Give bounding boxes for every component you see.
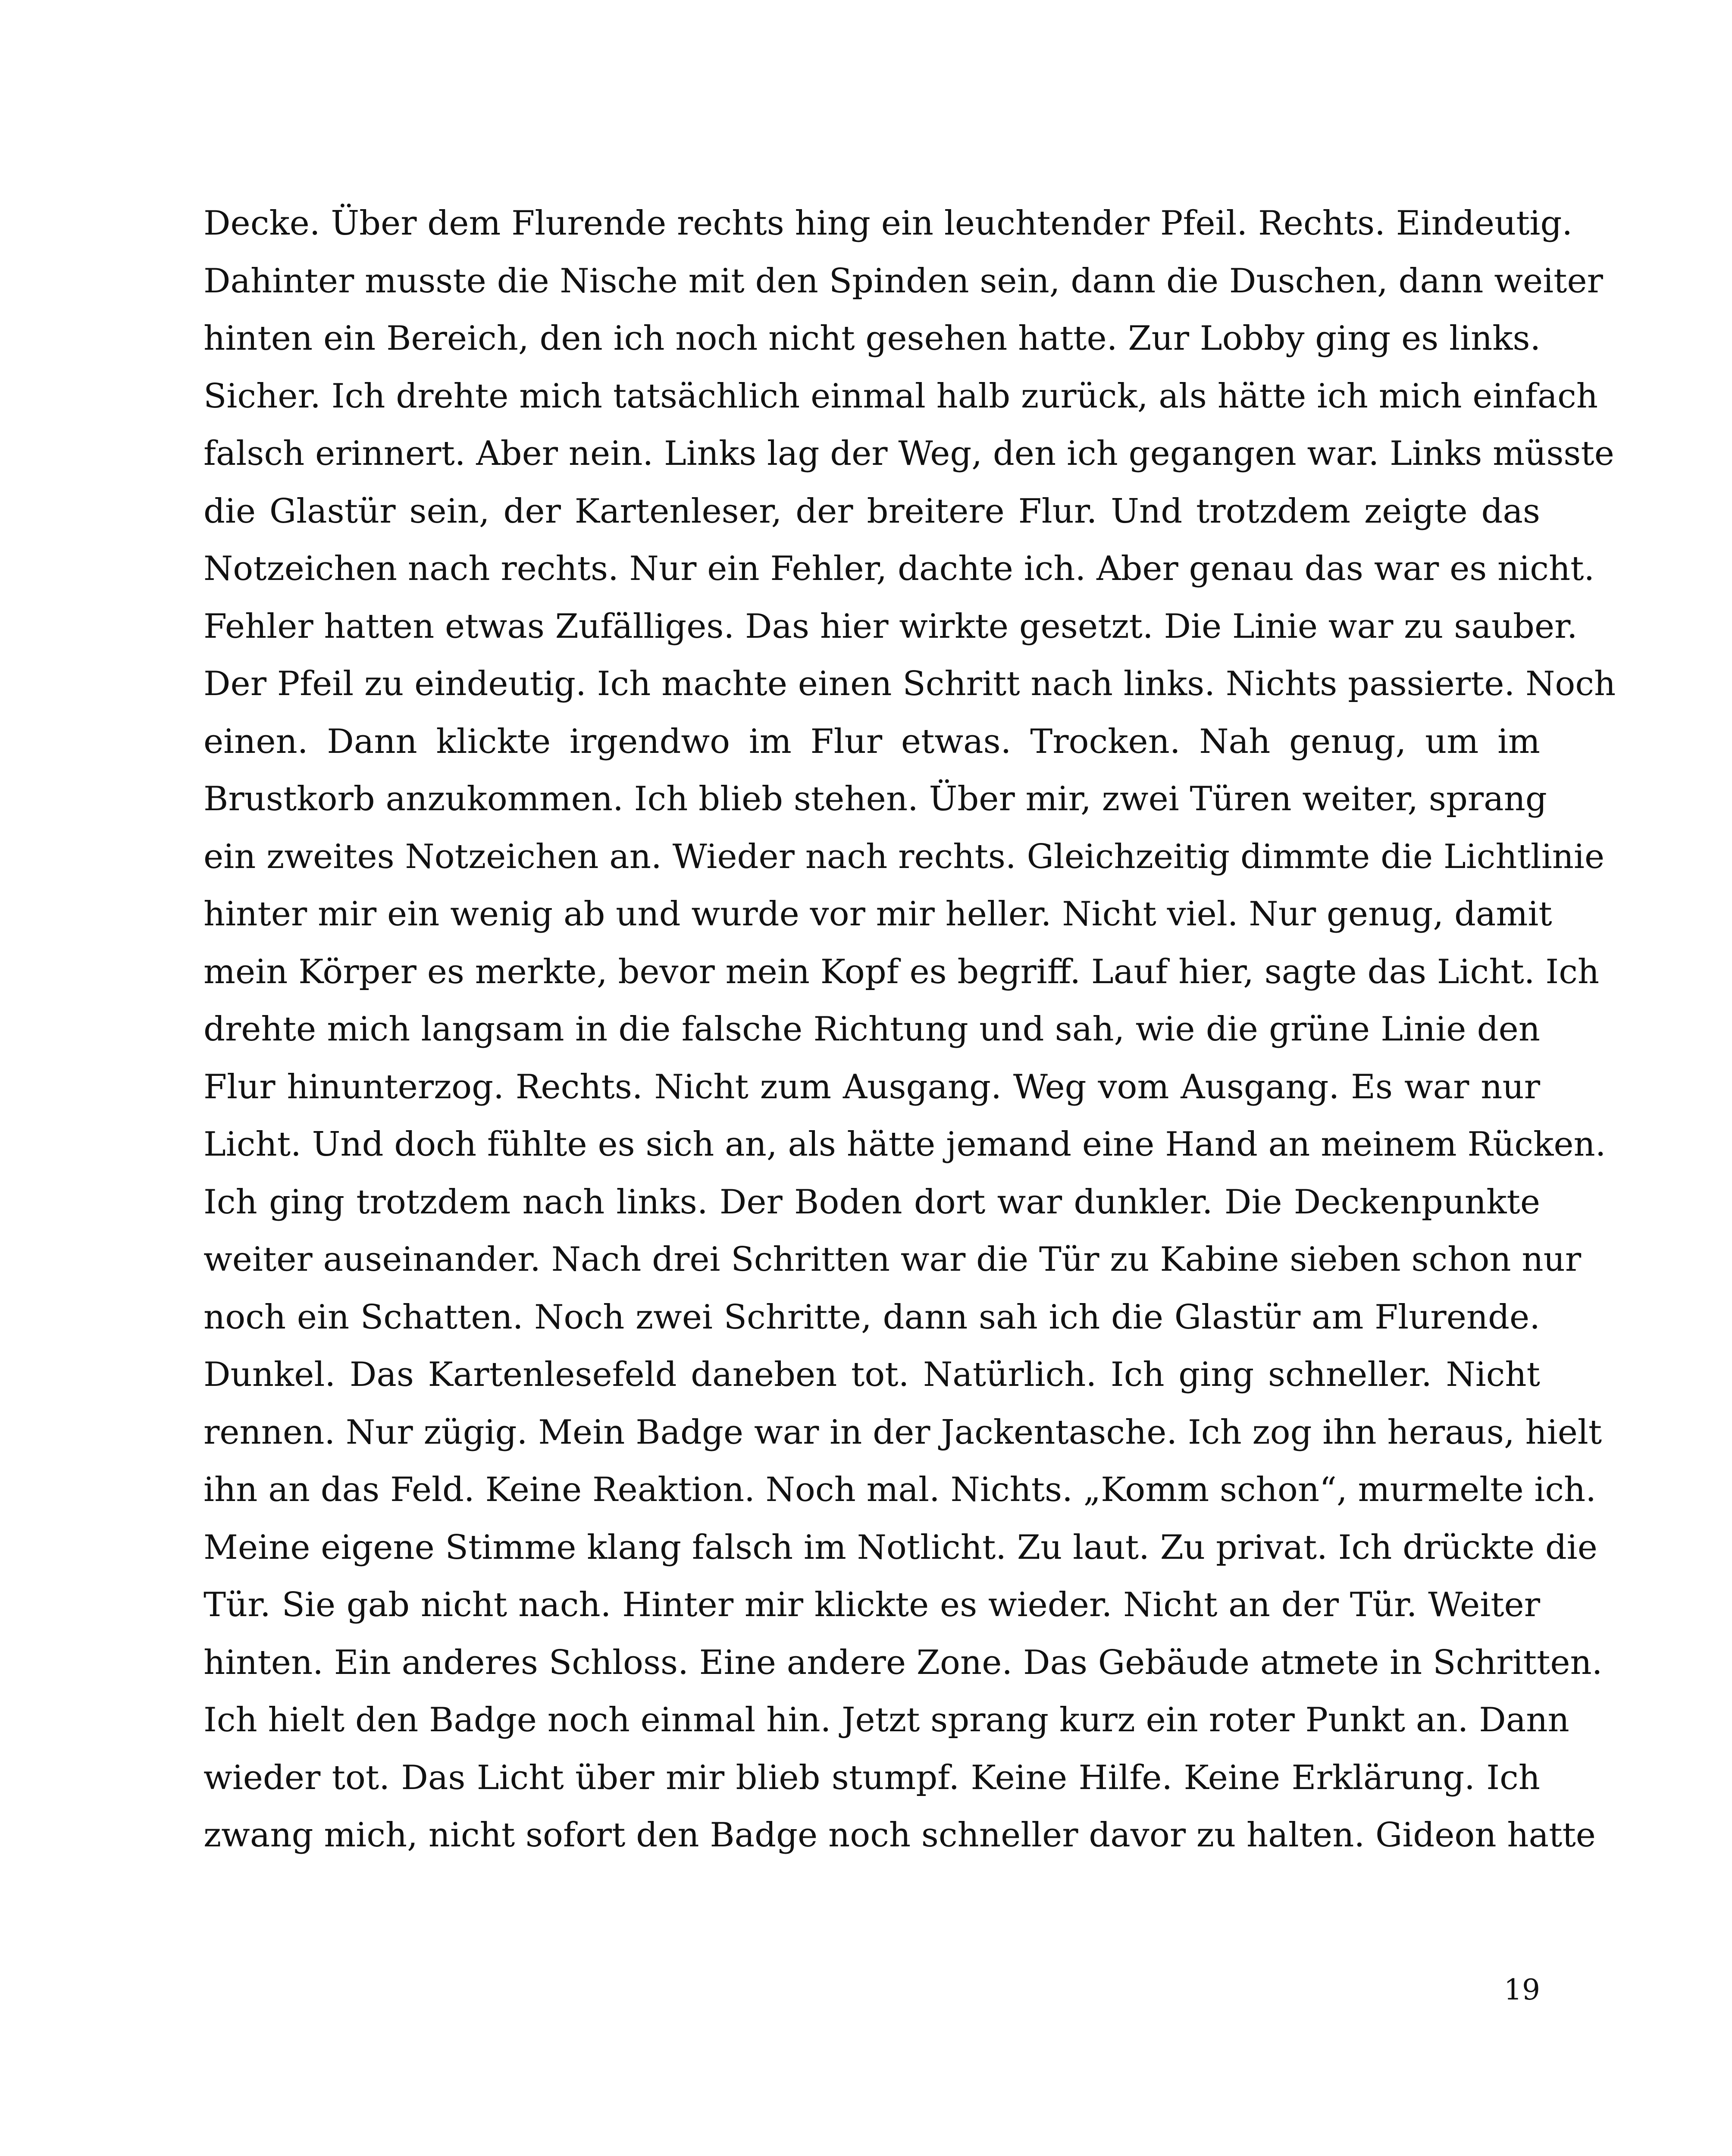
text-line: hinten ein Bereich, den ich noch nicht gesehen hatte. Zur Lobby ging es links.	[204, 319, 1541, 358]
text-line: Licht. Und doch fühlte es sich an, als hätte jemand eine Hand an meinem Rücken.	[204, 1125, 1606, 1164]
text-line: Dahinter musste die Nische mit den Spinden sein, dann die Duschen, dann weiter	[204, 261, 1603, 301]
text-line: einen. Dann klickte irgendwo im Flur etwas. Trocken. Nah genug, um im	[204, 722, 1540, 761]
text-line: mein Körper es merkte, bevor mein Kopf es begriff. Lauf hier, sagte das Licht. Ich	[204, 952, 1600, 991]
text-line: Flur hinunterzog. Rechts. Nicht zum Ausgang. Weg vom Ausgang. Es war nur	[204, 1067, 1540, 1106]
text-line: hinten. Ein anderes Schloss. Eine andere Zone. Das Gebäude atmete in Schritten.	[204, 1643, 1603, 1682]
text-line: zwang mich, nicht sofort den Badge noch schneller davor zu halten. Gideon hatte	[204, 1816, 1596, 1855]
text-line: Dunkel. Das Kartenlesefeld daneben tot. Natürlich. Ich ging schneller. Nicht	[204, 1355, 1540, 1394]
text-line: Notzeichen nach rechts. Nur ein Fehler, dachte ich. Aber genau das war es nicht.	[204, 549, 1595, 588]
text-line: noch ein Schatten. Noch zwei Schritte, dann sah ich die Glastür am Flurende.	[204, 1297, 1540, 1337]
text-line: wieder tot. Das Licht über mir blieb stumpf. Keine Hilfe. Keine Erklärung. Ich	[204, 1758, 1540, 1797]
text-line: Ich ging trotzdem nach links. Der Boden dort war dunkler. Die Deckenpunkte	[204, 1182, 1540, 1222]
body-text	[204, 195, 1616, 1865]
text-line: Ich hielt den Badge noch einmal hin. Jetzt sprang kurz ein roter Punkt an. Dann	[204, 1701, 1569, 1739]
text-line: Decke. Über dem Flurende rechts hing ein leuchtender Pfeil. Rechts. Eindeutig.	[204, 204, 1573, 243]
text-line: ihn an das Feld. Keine Reaktion. Noch mal. Nichts. „Komm schon“, murmelte ich.	[204, 1470, 1597, 1509]
text-line: drehte mich langsam in die falsche Richtung und sah, wie die grüne Linie den	[204, 1010, 1540, 1049]
text-line: ein zweites Notzeichen an. Wieder nach rechts. Gleichzeitig dimmte die Lichtlinie	[204, 837, 1605, 876]
text-line: Meine eigene Stimme klang falsch im Notlicht. Zu laut. Zu privat. Ich drückte die	[204, 1528, 1597, 1567]
text-line: Der Pfeil zu eindeutig. Ich machte einen Schritt nach links. Nichts passierte. Noch	[204, 664, 1616, 703]
text-line: falsch erinnert. Aber nein. Links lag der Weg, den ich gegangen war. Links müsste	[204, 434, 1614, 473]
text-line: rennen. Nur zügig. Mein Badge war in der Jackentasche. Ich zog ihn heraus, hielt	[204, 1413, 1602, 1452]
text-line: die Glastür sein, der Kartenleser, der breitere Flur. Und trotzdem zeigte das	[204, 492, 1540, 531]
text-line: Tür. Sie gab nicht nach. Hinter mir klickte es wieder. Nicht an der Tür. Weiter	[204, 1586, 1540, 1624]
text-line: Brustkorb anzukommen. Ich blieb stehen. Über mir, zwei Türen weiter, sprang	[204, 780, 1547, 818]
text-line: Sicher. Ich drehte mich tatsächlich einmal halb zurück, als hätte ich mich einfach	[204, 376, 1598, 416]
text-line: hinter mir ein wenig ab und wurde vor mir heller. Nicht viel. Nur genug, damit	[204, 895, 1552, 934]
text-line: weiter auseinander. Nach drei Schritten war die Tür zu Kabine sieben schon nur	[204, 1240, 1582, 1279]
text-line: Fehler hatten etwas Zufälliges. Das hier wirkte gesetzt. Die Linie war zu sauber.	[204, 607, 1578, 646]
page-number: 19	[1504, 1973, 1540, 2006]
